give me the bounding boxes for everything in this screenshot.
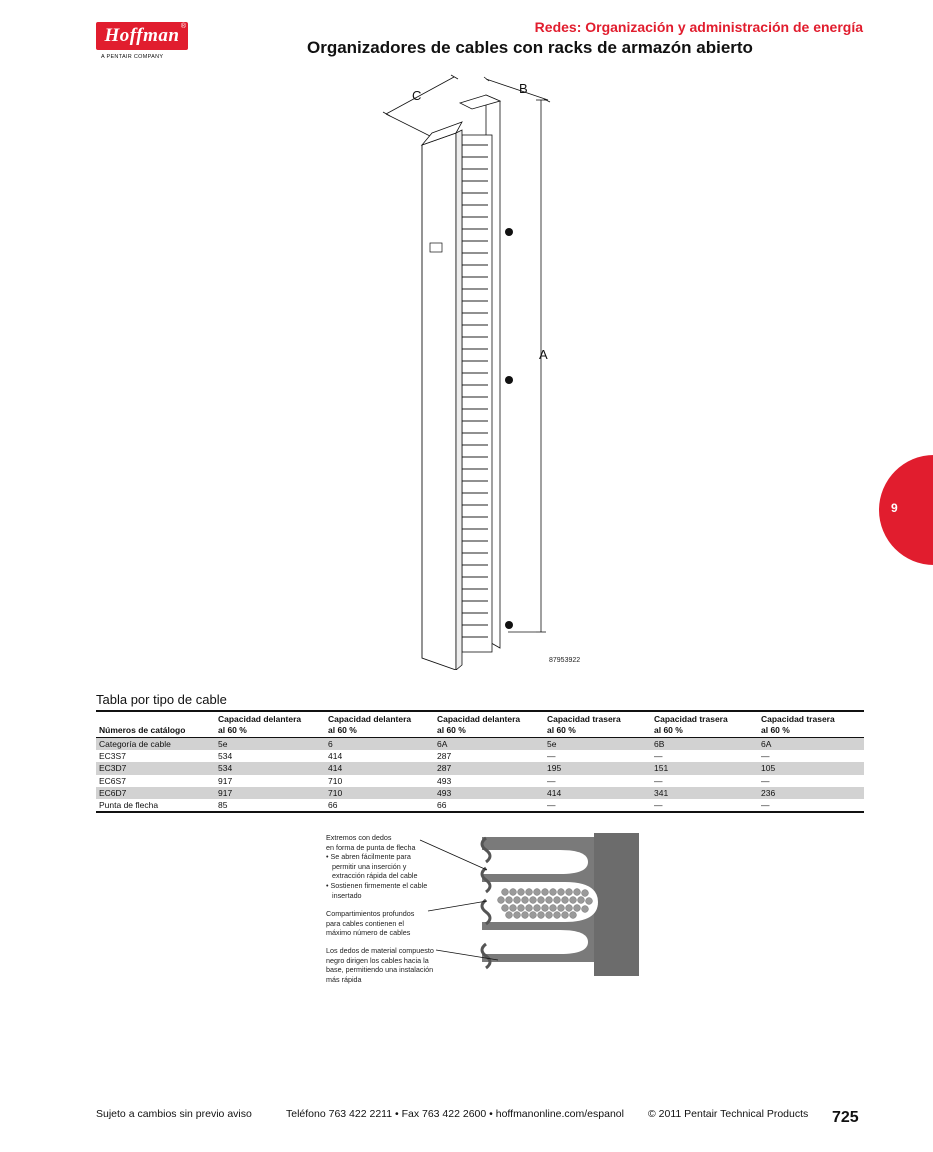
header-line: Capacidad delantera	[218, 714, 302, 724]
table-cell: 6A	[434, 738, 544, 751]
table-cell: 414	[328, 751, 343, 762]
header-rear-capacity-3	[758, 711, 864, 738]
table-cell: —	[761, 751, 770, 762]
callout-line: Extremos con dedos	[326, 833, 392, 842]
callout-line: • Se abren fácilmente para	[326, 852, 411, 862]
table-cell: Categoría de cable	[96, 738, 215, 751]
table-cell: 534	[218, 751, 233, 762]
header-line: al 60 %	[328, 725, 357, 735]
table-row	[96, 799, 864, 812]
table-cell: EC6S7	[99, 775, 126, 786]
dimension-label-b: B	[519, 81, 528, 96]
header-line: al 60 %	[218, 725, 247, 735]
page-number: 725	[832, 1109, 859, 1126]
header-line: Capacidad trasera	[761, 714, 835, 724]
header-rear-capacity-2	[651, 711, 758, 738]
callout-line: para cables contienen el	[326, 918, 404, 928]
table-cell: —	[547, 800, 556, 811]
callout-line: permitir una inserción y	[326, 861, 407, 871]
callout-line: negro dirigen los cables hacia la	[326, 955, 429, 965]
table-cell: 105	[758, 762, 864, 774]
table-cell: 66	[437, 800, 447, 811]
table-row	[96, 762, 864, 774]
footer-copyright: © 2011 Pentair Technical Products	[648, 1108, 809, 1120]
hoffman-logo	[96, 22, 188, 50]
table-cell: —	[761, 800, 770, 811]
table-cell: —	[547, 775, 556, 786]
table-cell: 6	[325, 738, 434, 751]
table-cell: —	[654, 775, 663, 786]
table-row	[96, 775, 864, 787]
header-line: Capacidad delantera	[437, 714, 521, 724]
table-cell: 341	[651, 787, 758, 799]
header-line: al 60 %	[654, 725, 683, 735]
table-cell: —	[654, 800, 663, 811]
table-cell: 287	[434, 762, 544, 774]
table-cell: 287	[437, 751, 452, 762]
table-cell: 151	[651, 762, 758, 774]
table-cell: EC6D7	[96, 787, 215, 799]
header-front-capacity-3	[434, 711, 544, 738]
table-cell: 414	[544, 787, 651, 799]
header-rear-capacity-1	[544, 711, 651, 738]
footer-notice: Sujeto a cambios sin previo aviso	[96, 1108, 252, 1120]
table-row	[96, 750, 864, 762]
header-line: al 60 %	[437, 725, 466, 735]
callout-deep-compartments	[326, 909, 414, 938]
table-cell: 236	[758, 787, 864, 799]
footer-contact: Teléfono 763 422 2211 • Fax 763 422 2600 • hoffmanonline.com/espanol	[286, 1108, 624, 1120]
cable-type-table	[96, 710, 864, 813]
table-cell: EC3D7	[96, 762, 215, 774]
header-line: Capacidad trasera	[547, 714, 621, 724]
logo-text: Hoffman	[104, 25, 180, 46]
callout-line: máximo número de cables	[326, 928, 411, 938]
header-line: al 60 %	[761, 725, 790, 735]
table-header-row	[96, 711, 864, 738]
table-cell: 5e	[544, 738, 651, 751]
cable-organizer-drawing	[370, 70, 570, 670]
table-cell: 6B	[651, 738, 758, 751]
table-cell: —	[547, 751, 556, 762]
table-title: Tabla por tipo de cable	[96, 692, 227, 707]
table-cell: —	[654, 751, 663, 762]
table-cell: 534	[215, 762, 325, 774]
callout-line: Los dedos de material compuesto	[326, 946, 434, 955]
callout-line: extracción rápida del cable	[326, 871, 418, 881]
header-line: al 60 %	[547, 725, 576, 735]
callout-composite-fingers	[326, 946, 434, 984]
table-cell: 6A	[758, 738, 864, 751]
page-title: Organizadores de cables con racks de armazón abierto	[307, 38, 753, 57]
table-cell: 493	[434, 787, 544, 799]
header-line: Números de catálogo	[99, 725, 186, 735]
table-cell: 66	[328, 800, 338, 811]
callout-line: • Sostienen firmemente el cable	[326, 880, 428, 890]
table-cell: 85	[218, 800, 228, 811]
table-row	[96, 787, 864, 799]
table-cell: 917	[215, 787, 325, 799]
figure-code: 87953922	[549, 657, 581, 664]
table-cell: 710	[325, 787, 434, 799]
table-cell: 917	[218, 775, 233, 786]
table-cell: —	[761, 775, 770, 786]
table-cell: 710	[328, 775, 343, 786]
table-cell: 5e	[215, 738, 325, 751]
dimension-label-c: C	[412, 88, 422, 103]
header-front-capacity-1	[215, 711, 325, 738]
table-cell: EC3S7	[99, 751, 126, 762]
table-cell: Punta de flecha	[99, 800, 159, 811]
table-cell: 195	[544, 762, 651, 774]
table-cell: 493	[437, 775, 452, 786]
section-tab-number: 9	[891, 501, 898, 515]
header-front-capacity-2	[325, 711, 434, 738]
callout-line: en forma de punta de flecha	[326, 842, 416, 852]
header-line: Capacidad trasera	[654, 714, 728, 724]
section-title: Redes: Organización y administración de energía	[534, 19, 863, 35]
header-line: Capacidad delantera	[328, 714, 412, 724]
table-row	[96, 738, 864, 751]
callout-arrow-fingers	[326, 833, 427, 900]
callout-line: insertado	[326, 890, 362, 900]
registered-mark: ®	[180, 23, 186, 30]
callout-line: Compartimientos profundos	[326, 909, 415, 918]
dimension-label-a: A	[539, 347, 548, 362]
header-catalog-number	[96, 711, 215, 738]
logo-tagline: A PENTAIR COMPANY	[101, 54, 164, 60]
section-tab-marker	[879, 455, 933, 565]
callout-line: más rápida	[326, 974, 362, 984]
table-cell: 414	[325, 762, 434, 774]
callout-line: base, permitiendo una instalación	[326, 965, 434, 975]
